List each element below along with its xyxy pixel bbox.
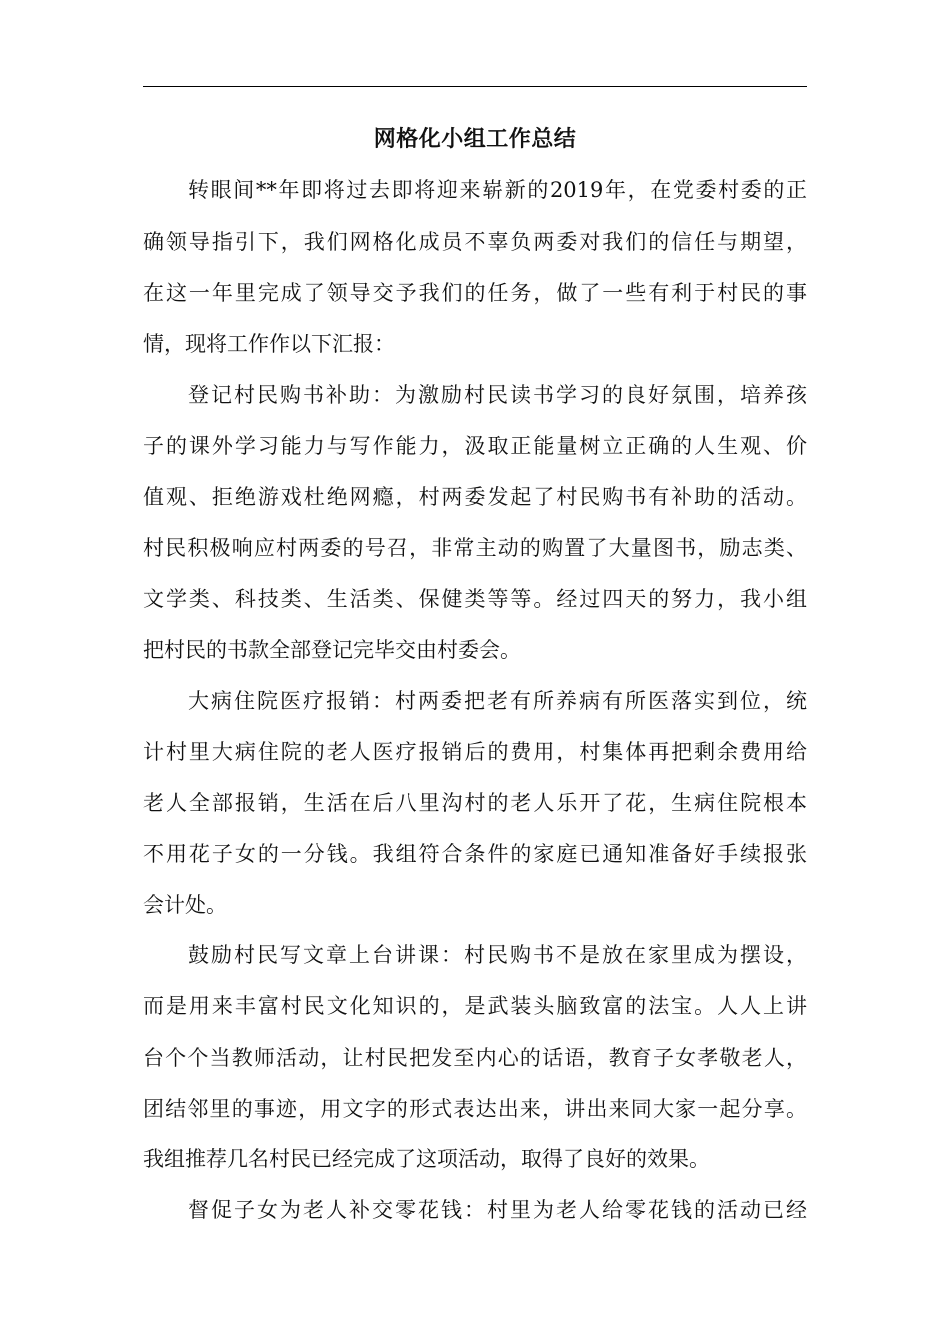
paragraph-3-line-4: 不用花子女的一分钱。我组符合条件的家庭已通知准备好手续报张: [143, 842, 807, 866]
paragraph-4-line-1: 鼓励村民写文章上台讲课：村民购书不是放在家里成为摆设，: [188, 943, 807, 967]
paragraph-1-line-2: 确领导指引下，我们网格化成员不辜负两委对我们的信任与期望，: [143, 230, 807, 254]
paragraph-4-line-3: 台个个当教师活动，让村民把发至内心的话语，教育子女孝敬老人，: [143, 1046, 807, 1070]
header-rule: [143, 86, 807, 87]
paragraph-1-line-1: 转眼间**年即将过去即将迎来崭新的2019年，在党委村委的正: [188, 178, 807, 202]
paragraph-2-line-3: 值观、拒绝游戏杜绝网瘾，村两委发起了村民购书有补助的活动。: [143, 485, 807, 509]
paragraph-4-line-2: 而是用来丰富村民文化知识的，是武装头脑致富的法宝。人人上讲: [143, 994, 807, 1018]
paragraph-3-line-5: 会计处。: [143, 893, 227, 917]
paragraph-1-line-4: 情，现将工作作以下汇报：: [143, 332, 395, 356]
paragraph-3-line-1: 大病住院医疗报销：村两委把老有所养病有所医落实到位，统: [188, 689, 807, 713]
paragraph-4-line-4: 团结邻里的事迹，用文字的形式表达出来，讲出来同大家一起分享。: [143, 1097, 807, 1121]
paragraph-2-line-2: 子的课外学习能力与写作能力，汲取正能量树立正确的人生观、价: [143, 434, 807, 458]
paragraph-2-line-1: 登记村民购书补助：为激励村民读书学习的良好氛围，培养孩: [188, 383, 807, 407]
paragraph-3-line-3: 老人全部报销，生活在后八里沟村的老人乐开了花，生病住院根本: [143, 791, 807, 815]
paragraph-2-line-4: 村民积极响应村两委的号召，非常主动的购置了大量图书，励志类、: [143, 536, 807, 560]
paragraph-2-line-6: 把村民的书款全部登记完毕交由村委会。: [143, 638, 521, 662]
paragraph-1-line-3: 在这一年里完成了领导交予我们的任务，做了一些有利于村民的事: [143, 281, 807, 305]
paragraph-4-line-5: 我组推荐几名村民已经完成了这项活动，取得了良好的效果。: [143, 1147, 710, 1171]
paragraph-2-line-5: 文学类、科技类、生活类、保健类等等。经过四天的努力，我小组: [143, 587, 807, 611]
paragraph-3-line-2: 计村里大病住院的老人医疗报销后的费用，村集体再把剩余费用给: [143, 740, 807, 764]
paragraph-5-line-1: 督促子女为老人补交零花钱：村里为老人给零花钱的活动已经: [188, 1198, 807, 1222]
document-title: 网格化小组工作总结: [373, 126, 577, 152]
